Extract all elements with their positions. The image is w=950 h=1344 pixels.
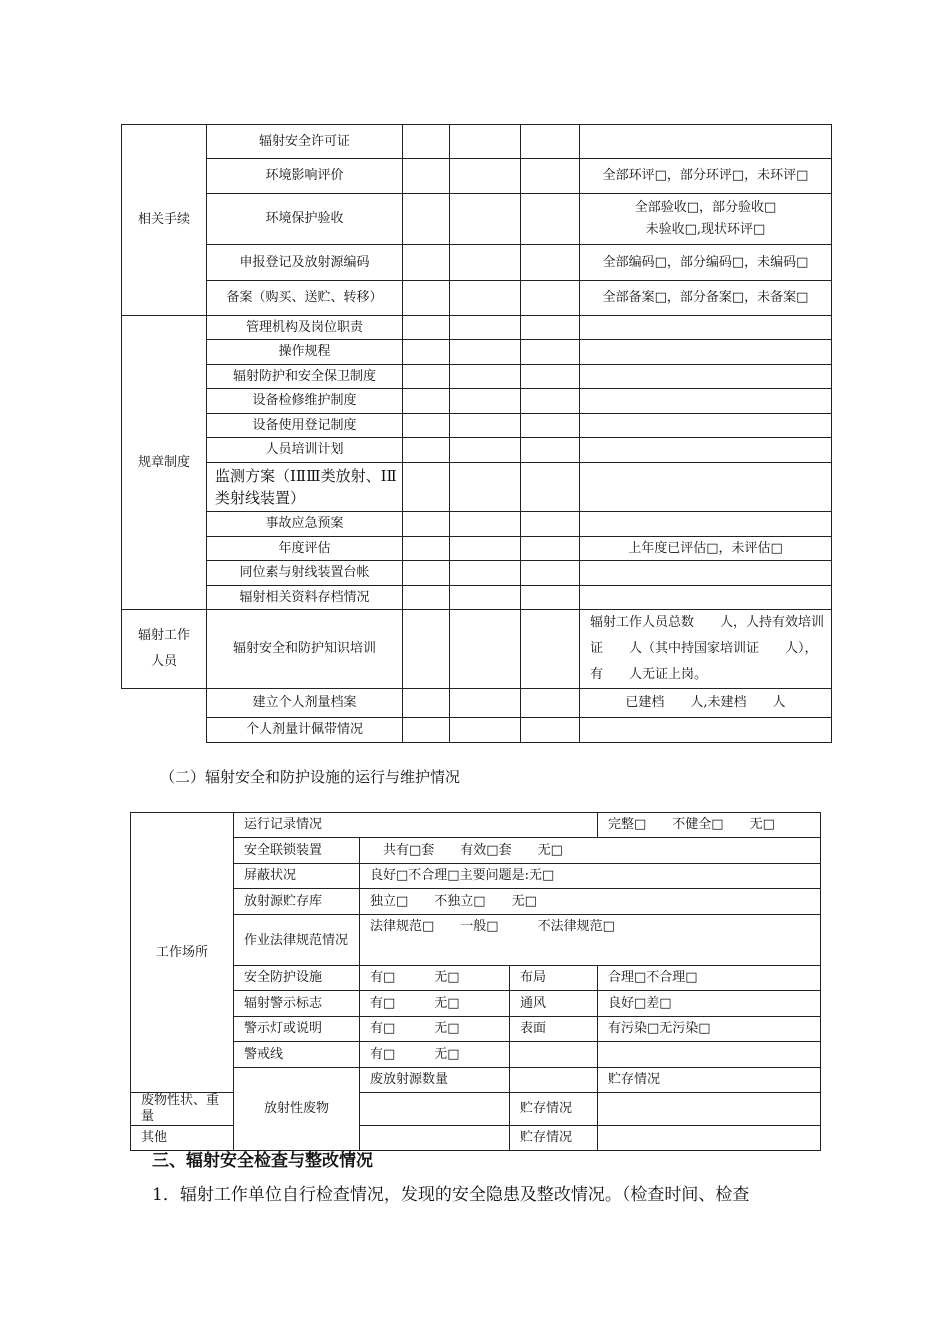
shield-label: 屏蔽状况 <box>234 864 360 889</box>
note-registration: 全部编码□，部分编码□，未编码□ <box>580 245 832 281</box>
storage-value: 独立□ 不独立□ 无□ <box>360 889 821 915</box>
lamp-value: 有□ 无□ <box>360 1017 510 1042</box>
sign-label: 辐射警示标志 <box>234 991 360 1017</box>
item-annual-assessment: 年度评估 <box>207 537 403 561</box>
item-archive: 辐射相关资料存档情况 <box>207 586 403 610</box>
cordon-value: 有□ 无□ <box>360 1042 510 1068</box>
item-training-plan: 人员培训计划 <box>207 438 403 463</box>
item-maintenance: 设备检修维护制度 <box>207 389 403 414</box>
item-monitoring-plan: 监测方案（ⅠⅡⅢ类放射、ⅠⅡ类射线装置） <box>207 463 403 512</box>
item-acceptance: 环境保护验收 <box>207 194 403 245</box>
note-annual-assessment: 上年度已评估□，未评估□ <box>580 537 832 561</box>
waste-other-storage-label: 贮存情况 <box>510 1126 598 1151</box>
run-record-label: 运行记录情况 <box>234 813 598 838</box>
lamp-label: 警示灯或说明 <box>234 1017 360 1042</box>
note-dose-archive: 已建档 人,未建档 人 <box>580 689 832 718</box>
item-dose-archive: 建立个人剂量档案 <box>207 689 403 718</box>
interlock-value: 共有□套 有效□套 无□ <box>360 838 821 864</box>
waste-form-storage-label: 贮存情况 <box>510 1093 598 1126</box>
item-emergency-plan: 事故应急预案 <box>207 512 403 537</box>
item-registration: 申报登记及放射源编码 <box>207 245 403 281</box>
group-waste: 放射性废物 <box>234 1068 360 1151</box>
compliance-table <box>121 124 832 743</box>
facility-value: 有□ 无□ <box>360 966 510 991</box>
cordon-label: 警戒线 <box>234 1042 360 1068</box>
surface-label: 表面 <box>510 1017 598 1042</box>
note-radiation-license <box>580 125 832 159</box>
surface-value: 有污染□无污染□ <box>598 1017 821 1042</box>
note-acceptance: 全部验收□，部分验收□ 未验收□,现状环评□ <box>580 194 832 245</box>
group-workplace: 工作场所 <box>131 813 234 1093</box>
facility-table <box>130 812 821 1151</box>
waste-form-label: 废物性状、重量 <box>131 1093 234 1126</box>
note-safety-training: 辐射工作人员总数 人，人持有效培训证 人（其中持国家培训证 人），有 人无证上岗。 <box>580 610 832 689</box>
note-filing: 全部备案□，部分备案□，未备案□ <box>580 281 832 316</box>
vent-label: 通风 <box>510 991 598 1017</box>
section3-heading: 三、辐射安全检查与整改情况 <box>152 1151 373 1171</box>
item-procedures: 操作规程 <box>207 340 403 365</box>
shield-value: 良好□不合理□主要问题是:无□ <box>360 864 821 889</box>
waste-qty-storage-label: 贮存情况 <box>598 1068 821 1093</box>
section3-paragraph: 1．辐射工作单位自行检查情况，发现的安全隐患及整改情况。（检查时间、检查 <box>152 1185 750 1205</box>
layout-value: 合理□不合理□ <box>598 966 821 991</box>
item-safety-training: 辐射安全和防护知识培训 <box>207 610 403 689</box>
group-staff: 辐射工作人员 <box>122 610 207 689</box>
vent-value: 良好□差□ <box>598 991 821 1017</box>
storage-label: 放射源贮存库 <box>234 889 360 915</box>
legal-label: 作业法律规范情况 <box>234 915 360 966</box>
item-protection-rules: 辐射防护和安全保卫制度 <box>207 365 403 389</box>
group-procedures: 相关手续 <box>122 125 207 316</box>
facility-label: 安全防护设施 <box>234 966 360 991</box>
note-eia: 全部环评□，部分环评□，未环评□ <box>580 159 832 194</box>
item-dosimeter-wearing: 个人剂量计佩带情况 <box>207 718 403 743</box>
interlock-label: 安全联锁装置 <box>234 838 360 864</box>
section2-caption: （二）辐射安全和防护设施的运行与维护情况 <box>160 768 461 786</box>
item-eia: 环境影响评价 <box>207 159 403 194</box>
item-usage-log: 设备使用登记制度 <box>207 414 403 438</box>
item-ledger: 同位素与射线装置台帐 <box>207 561 403 586</box>
waste-other-label: 其他 <box>131 1126 234 1151</box>
item-filing: 备案（购买、送贮、转移） <box>207 281 403 316</box>
item-org-duties: 管理机构及岗位职责 <box>207 316 403 340</box>
run-record-value: 完整□ 不健全□ 无□ <box>598 813 821 838</box>
waste-qty-label: 废放射源数量 <box>360 1068 510 1093</box>
sign-value: 有□ 无□ <box>360 991 510 1017</box>
legal-value: 法律规范□ 一般□ 不法律规范□ <box>360 915 821 966</box>
group-rules: 规章制度 <box>122 316 207 610</box>
layout-label: 布局 <box>510 966 598 991</box>
item-radiation-license: 辐射安全许可证 <box>207 125 403 159</box>
